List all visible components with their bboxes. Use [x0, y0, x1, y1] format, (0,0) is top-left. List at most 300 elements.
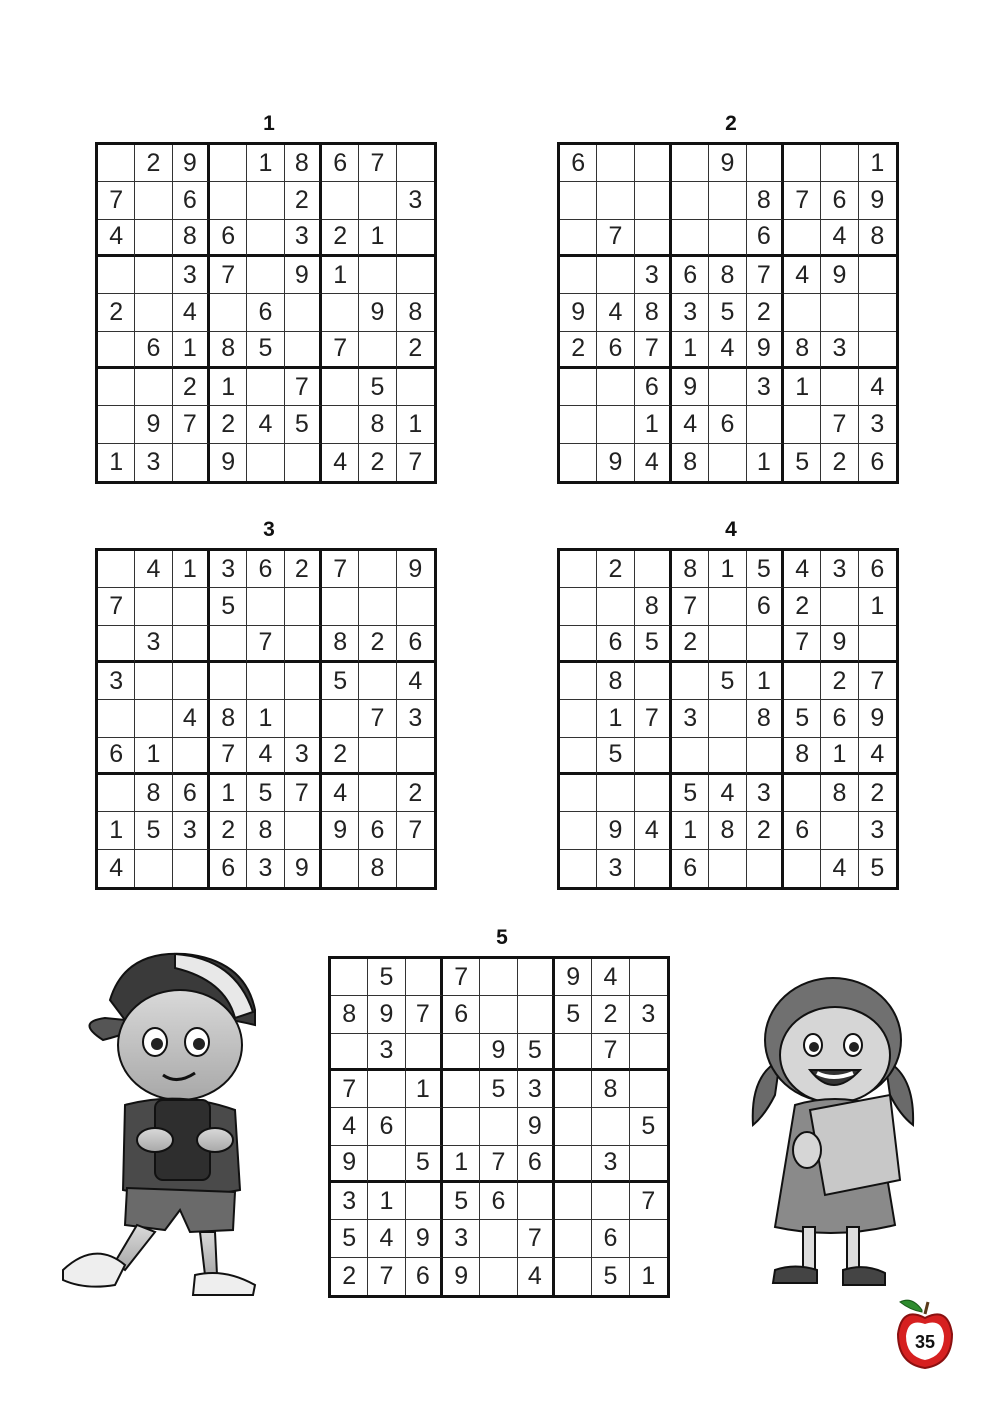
sudoku-cell: 8 — [322, 626, 359, 663]
sudoku-cell — [285, 588, 322, 625]
sudoku-cell: 5 — [368, 959, 405, 996]
sudoku-cell: 1 — [397, 406, 434, 443]
sudoku-cell — [784, 775, 821, 812]
sudoku-cell: 9 — [518, 1108, 555, 1145]
sudoku-cell: 6 — [592, 1220, 629, 1257]
sudoku-cell: 5 — [331, 1220, 368, 1257]
sudoku-cell — [247, 444, 284, 481]
sudoku-cell: 5 — [630, 1108, 667, 1145]
sudoku-cell: 1 — [747, 663, 784, 700]
sudoku-cell: 1 — [672, 332, 709, 369]
sudoku-cell: 8 — [709, 257, 746, 294]
sudoku-cell: 6 — [406, 1258, 443, 1295]
sudoku-cell: 7 — [480, 1146, 517, 1183]
sudoku-cell — [784, 145, 821, 182]
sudoku-cell: 5 — [247, 332, 284, 369]
sudoku-cell: 1 — [210, 369, 247, 406]
sudoku-cell — [560, 700, 597, 737]
sudoku-cell — [635, 182, 672, 219]
sudoku-cell: 2 — [397, 775, 434, 812]
sudoku-cell: 3 — [173, 812, 210, 849]
sudoku-cell — [397, 257, 434, 294]
sudoku-cell: 3 — [443, 1220, 480, 1257]
sudoku-cell: 5 — [322, 663, 359, 700]
sudoku-cell: 6 — [870, 447, 885, 476]
sudoku-cell: 5 — [870, 853, 885, 882]
sudoku-cell: 7 — [322, 332, 359, 369]
sudoku-cell — [672, 220, 709, 257]
sudoku-cell — [555, 1258, 592, 1295]
sudoku-cell: 9 — [135, 406, 172, 443]
sudoku-cell — [821, 812, 858, 849]
sudoku-cell: 1 — [135, 738, 172, 775]
sudoku-cell: 2 — [359, 444, 396, 481]
sudoku-cell: 3 — [635, 257, 672, 294]
sudoku-cell: 2 — [397, 332, 434, 369]
sudoku-cell — [555, 1220, 592, 1257]
sudoku-cell: 9 — [368, 996, 405, 1033]
sudoku-cell: 5 — [709, 294, 746, 331]
sudoku-cell — [210, 294, 247, 331]
sudoku-cell — [597, 369, 634, 406]
sudoku-cell: 8 — [210, 700, 247, 737]
sudoku-cell — [630, 1071, 667, 1108]
sudoku-cell — [560, 406, 597, 443]
sudoku-cell: 8 — [784, 332, 821, 369]
sudoku-cell: 7 — [285, 369, 322, 406]
sudoku-cell: 4 — [98, 220, 135, 257]
sudoku-cell: 6 — [597, 626, 634, 663]
sudoku-cell — [709, 738, 746, 775]
sudoku-cell — [443, 1034, 480, 1071]
sudoku-cell — [98, 626, 135, 663]
sudoku-cell: 5 — [597, 738, 634, 775]
sudoku-cell: 6 — [322, 145, 359, 182]
sudoku-cell: 6 — [210, 850, 247, 887]
sudoku-cell: 2 — [322, 738, 359, 775]
sudoku-cell — [518, 1183, 555, 1220]
sudoku-cell: 2 — [747, 294, 784, 331]
sudoku-grid — [95, 142, 437, 484]
sudoku-cell — [173, 588, 210, 625]
sudoku-cell: 2 — [560, 332, 597, 369]
sudoku-cell: 6 — [709, 406, 746, 443]
sudoku-cell — [597, 588, 634, 625]
sudoku-cell — [784, 850, 821, 887]
sudoku-cell: 3 — [821, 551, 858, 588]
sudoku-cell — [560, 551, 597, 588]
sudoku-cell: 2 — [135, 145, 172, 182]
sudoku-cell: 2 — [331, 1258, 368, 1295]
sudoku-cell: 7 — [406, 996, 443, 1033]
sudoku-cell — [597, 182, 634, 219]
sudoku-cell — [359, 332, 396, 369]
sudoku-cell — [359, 738, 396, 775]
puzzle-number: 1 — [263, 112, 275, 135]
sudoku-cell — [285, 700, 322, 737]
sudoku-cell: 9 — [406, 1220, 443, 1257]
sudoku-cell: 8 — [747, 700, 784, 737]
sudoku-cell — [784, 220, 821, 257]
sudoku-cell: 3 — [859, 812, 896, 849]
sudoku-grid — [95, 548, 437, 890]
sudoku-cell — [747, 626, 784, 663]
sudoku-cell: 3 — [630, 996, 667, 1033]
sudoku-cell: 2 — [359, 626, 396, 663]
sudoku-cell — [173, 444, 210, 481]
sudoku-cell — [859, 626, 896, 663]
sudoku-cell — [443, 1071, 480, 1108]
sudoku-cell — [135, 220, 172, 257]
sudoku-cell: 3 — [672, 294, 709, 331]
sudoku-cell: 8 — [859, 220, 896, 257]
sudoku-cell: 6 — [635, 369, 672, 406]
sudoku-cell — [635, 775, 672, 812]
sudoku-cell: 3 — [597, 850, 634, 887]
sudoku-cell — [247, 663, 284, 700]
sudoku-cell — [597, 145, 634, 182]
sudoku-cell: 1 — [98, 812, 135, 849]
sudoku-cell: 7 — [443, 959, 480, 996]
sudoku-cell — [672, 738, 709, 775]
sudoku-cell: 6 — [480, 1183, 517, 1220]
sudoku-cell — [480, 959, 517, 996]
sudoku-cell — [247, 588, 284, 625]
sudoku-cell: 6 — [368, 1108, 405, 1145]
sudoku-cell — [597, 775, 634, 812]
sudoku-cell — [247, 257, 284, 294]
sudoku-cell: 3 — [285, 738, 322, 775]
sudoku-cell: 3 — [173, 257, 210, 294]
sudoku-cell: 8 — [173, 220, 210, 257]
sudoku-cell: 4 — [672, 406, 709, 443]
sudoku-cell: 3 — [247, 850, 284, 887]
sudoku-cell: 2 — [821, 444, 858, 481]
sudoku-cell — [635, 850, 672, 887]
sudoku-cell: 7 — [635, 332, 672, 369]
sudoku-cell: 5 — [518, 1034, 555, 1071]
sudoku-cell — [480, 1108, 517, 1145]
sudoku-cell — [368, 1146, 405, 1183]
sudoku-cell: 2 — [672, 626, 709, 663]
sudoku-cell — [397, 850, 434, 887]
sudoku-cell: 5 — [443, 1183, 480, 1220]
sudoku-cell — [247, 369, 284, 406]
sudoku-cell — [359, 182, 396, 219]
sudoku-cell: 9 — [480, 1034, 517, 1071]
sudoku-cell: 1 — [359, 220, 396, 257]
sudoku-cell: 7 — [359, 700, 396, 737]
sudoku-cell: 6 — [821, 182, 858, 219]
sudoku-cell — [635, 220, 672, 257]
sudoku-cell: 9 — [173, 145, 210, 182]
sudoku-cell — [98, 775, 135, 812]
sudoku-cell: 1 — [322, 257, 359, 294]
sudoku-cell — [98, 551, 135, 588]
sudoku-cell — [592, 1183, 629, 1220]
sudoku-cell — [480, 996, 517, 1033]
sudoku-cell — [135, 182, 172, 219]
sudoku-cell — [784, 663, 821, 700]
sudoku-cell: 7 — [597, 220, 634, 257]
sudoku-cell: 7 — [859, 663, 896, 700]
sudoku-cell — [555, 1108, 592, 1145]
sudoku-cell: 8 — [709, 812, 746, 849]
sudoku-cell — [210, 182, 247, 219]
sudoku-cell — [672, 663, 709, 700]
sudoku-cell: 9 — [859, 182, 896, 219]
sudoku-cell: 5 — [555, 996, 592, 1033]
sudoku-cell: 1 — [443, 1146, 480, 1183]
sudoku-cell: 1 — [859, 588, 896, 625]
boy-with-cap-illustration — [55, 940, 270, 1305]
sudoku-cell: 3 — [285, 220, 322, 257]
sudoku-cell — [98, 369, 135, 406]
sudoku-cell — [173, 626, 210, 663]
sudoku-cell: 9 — [709, 145, 746, 182]
sudoku-cell: 7 — [635, 700, 672, 737]
sudoku-cell — [821, 145, 858, 182]
sudoku-cell — [859, 257, 896, 294]
sudoku-cell: 3 — [135, 444, 172, 481]
sudoku-cell — [359, 257, 396, 294]
sudoku-cell: 9 — [397, 551, 434, 588]
sudoku-cell: 9 — [672, 369, 709, 406]
sudoku-cell: 4 — [784, 551, 821, 588]
sudoku-cell: 8 — [747, 182, 784, 219]
sudoku-cell — [397, 588, 434, 625]
sudoku-cell — [285, 626, 322, 663]
sudoku-cell — [397, 738, 434, 775]
sudoku-cell: 6 — [560, 145, 597, 182]
sudoku-cell: 6 — [597, 332, 634, 369]
sudoku-cell — [630, 959, 667, 996]
sudoku-cell: 4 — [247, 406, 284, 443]
sudoku-cell — [285, 332, 322, 369]
sudoku-cell — [518, 996, 555, 1033]
sudoku-cell: 4 — [821, 220, 858, 257]
sudoku-cell: 1 — [784, 369, 821, 406]
sudoku-cell: 9 — [597, 812, 634, 849]
sudoku-cell: 9 — [821, 626, 858, 663]
sudoku-cell: 1 — [641, 1261, 656, 1290]
page-number: 35 — [914, 1332, 936, 1352]
sudoku-cell: 2 — [285, 551, 322, 588]
sudoku-cell: 1 — [597, 700, 634, 737]
sudoku-cell: 9 — [322, 812, 359, 849]
sudoku-cell: 9 — [359, 294, 396, 331]
sudoku-cell: 5 — [210, 588, 247, 625]
sudoku-cell: 9 — [331, 1146, 368, 1183]
sudoku-cell: 6 — [821, 700, 858, 737]
sudoku-cell: 1 — [672, 812, 709, 849]
sudoku-cell: 9 — [821, 257, 858, 294]
sudoku-cell: 4 — [635, 812, 672, 849]
sudoku-cell: 5 — [406, 1146, 443, 1183]
sudoku-cell — [322, 588, 359, 625]
sudoku-cell — [784, 294, 821, 331]
sudoku-cell: 7 — [784, 182, 821, 219]
sudoku-cell: 4 — [322, 444, 359, 481]
sudoku-cell — [397, 220, 434, 257]
sudoku-cell — [480, 1258, 517, 1295]
sudoku-cell — [322, 850, 359, 887]
sudoku-cell: 2 — [210, 406, 247, 443]
sudoku-cell: 6 — [247, 294, 284, 331]
sudoku-cell: 6 — [747, 220, 784, 257]
puzzle-number: 4 — [725, 518, 737, 541]
sudoku-cell — [322, 294, 359, 331]
sudoku-cell: 8 — [821, 775, 858, 812]
sudoku-cell — [322, 700, 359, 737]
sudoku-cell — [173, 738, 210, 775]
sudoku-cell — [821, 294, 858, 331]
sudoku-cell: 6 — [247, 551, 284, 588]
sudoku-cell — [135, 850, 172, 887]
sudoku-cell: 2 — [285, 182, 322, 219]
sudoku-cell — [285, 812, 322, 849]
sudoku-cell: 3 — [397, 182, 434, 219]
sudoku-cell: 4 — [592, 959, 629, 996]
sudoku-cell: 8 — [210, 332, 247, 369]
sudoku-cell — [709, 588, 746, 625]
sudoku-cell — [560, 588, 597, 625]
sudoku-cell: 6 — [173, 775, 210, 812]
sudoku-cell: 4 — [784, 257, 821, 294]
sudoku-cell — [322, 369, 359, 406]
sudoku-cell: 1 — [210, 775, 247, 812]
sudoku-cell: 5 — [635, 626, 672, 663]
sudoku-cell: 5 — [784, 700, 821, 737]
sudoku-grid — [557, 548, 899, 890]
sudoku-cell — [555, 1071, 592, 1108]
sudoku-cell: 5 — [709, 663, 746, 700]
sudoku-cell — [98, 332, 135, 369]
sudoku-cell: 7 — [322, 551, 359, 588]
sudoku-cell — [555, 1034, 592, 1071]
sudoku-cell: 4 — [709, 775, 746, 812]
sudoku-cell: 6 — [672, 257, 709, 294]
sudoku-cell: 4 — [98, 850, 135, 887]
sudoku-cell — [560, 775, 597, 812]
sudoku-cell: 8 — [672, 551, 709, 588]
sudoku-cell — [630, 1220, 667, 1257]
sudoku-cell: 7 — [368, 1258, 405, 1295]
sudoku-grid — [557, 142, 899, 484]
sudoku-cell — [247, 182, 284, 219]
sudoku-cell: 5 — [247, 775, 284, 812]
sudoku-cell — [98, 406, 135, 443]
sudoku-cell — [709, 369, 746, 406]
sudoku-cell — [630, 1146, 667, 1183]
sudoku-cell: 2 — [173, 369, 210, 406]
sudoku-grid — [328, 956, 670, 1298]
sudoku-cell — [285, 444, 322, 481]
sudoku-cell — [480, 1220, 517, 1257]
sudoku-cell — [406, 1183, 443, 1220]
sudoku-cell: 2 — [821, 663, 858, 700]
sudoku-cell — [210, 145, 247, 182]
sudoku-cell: 7 — [408, 447, 423, 476]
sudoku-cell — [597, 406, 634, 443]
sudoku-cell — [709, 626, 746, 663]
puzzle-number: 3 — [263, 518, 275, 541]
sudoku-cell: 8 — [672, 444, 709, 481]
sudoku-cell: 8 — [635, 294, 672, 331]
sudoku-cell — [173, 663, 210, 700]
sudoku-cell — [821, 588, 858, 625]
sudoku-cell: 8 — [331, 996, 368, 1033]
sudoku-cell — [135, 369, 172, 406]
sudoku-cell — [672, 145, 709, 182]
sudoku-cell: 5 — [285, 406, 322, 443]
sudoku-cell: 3 — [210, 551, 247, 588]
sudoku-cell: 3 — [747, 369, 784, 406]
sudoku-cell — [359, 663, 396, 700]
sudoku-cell: 4 — [597, 294, 634, 331]
sudoku-cell — [709, 700, 746, 737]
sudoku-cell: 7 — [98, 588, 135, 625]
sudoku-cell: 7 — [397, 812, 434, 849]
sudoku-cell: 5 — [672, 775, 709, 812]
sudoku-cell — [560, 220, 597, 257]
girl-with-pigtails-illustration — [735, 965, 925, 1300]
sudoku-cell: 4 — [397, 663, 434, 700]
sudoku-cell: 1 — [406, 1071, 443, 1108]
sudoku-cell: 8 — [247, 812, 284, 849]
sudoku-cell: 1 — [821, 738, 858, 775]
sudoku-cell: 5 — [784, 444, 821, 481]
sudoku-cell: 4 — [173, 294, 210, 331]
sudoku-cell: 7 — [173, 406, 210, 443]
sudoku-cell: 3 — [592, 1146, 629, 1183]
sudoku-cell: 7 — [784, 626, 821, 663]
sudoku-cell: 9 — [210, 444, 247, 481]
sudoku-cell — [285, 663, 322, 700]
sudoku-cell: 3 — [747, 775, 784, 812]
sudoku-cell: 4 — [135, 551, 172, 588]
sudoku-cell: 6 — [784, 812, 821, 849]
sudoku-cell: 4 — [322, 775, 359, 812]
sudoku-cell: 7 — [518, 1220, 555, 1257]
sudoku-cell: 7 — [331, 1071, 368, 1108]
sudoku-cell: 4 — [518, 1258, 555, 1295]
sudoku-cell — [592, 1108, 629, 1145]
sudoku-cell: 2 — [98, 294, 135, 331]
sudoku-cell: 2 — [322, 220, 359, 257]
sudoku-cell: 4 — [859, 738, 896, 775]
sudoku-cell: 1 — [247, 700, 284, 737]
sudoku-cell — [560, 663, 597, 700]
sudoku-cell — [322, 406, 359, 443]
sudoku-cell: 6 — [359, 812, 396, 849]
sudoku-cell: 9 — [859, 700, 896, 737]
sudoku-cell — [709, 220, 746, 257]
sudoku-cell — [331, 959, 368, 996]
sudoku-cell — [560, 257, 597, 294]
sudoku-cell — [560, 182, 597, 219]
sudoku-cell: 8 — [597, 663, 634, 700]
sudoku-cell: 1 — [635, 406, 672, 443]
sudoku-cell — [518, 959, 555, 996]
sudoku-cell: 2 — [784, 588, 821, 625]
sudoku-cell — [397, 369, 434, 406]
sudoku-cell: 6 — [859, 551, 896, 588]
sudoku-cell — [635, 551, 672, 588]
sudoku-cell — [635, 663, 672, 700]
sudoku-cell: 4 — [821, 850, 858, 887]
sudoku-cell — [359, 588, 396, 625]
